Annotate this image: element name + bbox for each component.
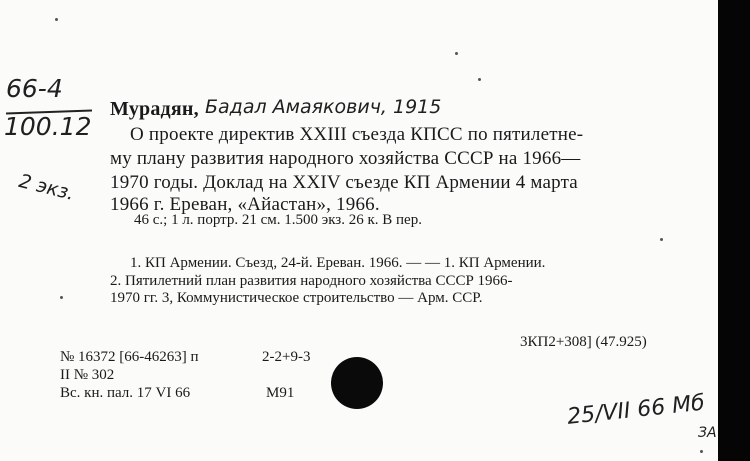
title-line-2: му плану развития народного хозяйства СССР на 1966— — [110, 148, 581, 169]
author-handwritten-names: Бадал Амаякович, 1915 — [205, 96, 442, 118]
title-line-4: 1966 г. Ереван, «Айастан», 1966. — [110, 194, 380, 215]
tracing-line-1: 1. КП Армении. Съезд, 24-й. Ереван. 1966. — — 1. КП Армении. — [130, 255, 546, 271]
title-line-1: О проекте директив XXIII съезда КПСС по пятилетне- — [130, 124, 584, 145]
call-number-top: 66-4 — [6, 74, 63, 103]
tracing-line-2: 2. Пятилетний план развития народного хозяйства СССР 1966- — [110, 273, 513, 289]
classification-number: 3КП2+308] (47.925) — [520, 334, 647, 350]
date-note: 25/VII 66 Мб — [566, 390, 706, 430]
scan-speck — [478, 78, 481, 81]
footer-m-code: М91 — [266, 385, 295, 401]
corner-note: ЗА — [698, 425, 717, 441]
author-name: Мурадян, — [110, 98, 199, 120]
scan-speck — [700, 450, 703, 453]
scan-speck — [55, 18, 58, 21]
record-code: 2-2+9-3 — [262, 349, 311, 365]
record-number: № 16372 [66-46263] п — [60, 349, 199, 365]
scan-speck — [660, 238, 663, 241]
footer-line-2: II № 302 — [60, 367, 115, 383]
scan-border — [718, 0, 750, 461]
scan-speck — [60, 296, 63, 299]
tracing-line-3: 1970 гг. 3, Коммунистическое строительство — Арм. ССР. — [110, 290, 483, 306]
title-line-3: 1970 годы. Доклад на XXIV съезде КП Армении 4 марта — [110, 172, 578, 193]
footer-line-3: Вс. кн. пал. 17 VI 66 — [60, 385, 191, 401]
collation-line: 46 с.; 1 л. портр. 21 см. 1.500 экз. 26 к. В пер. — [134, 212, 422, 228]
scan-speck — [455, 52, 458, 55]
call-number-bottom: 100.12 — [4, 112, 92, 141]
copies-note: 2 экз. — [16, 170, 77, 205]
punch-hole — [331, 357, 383, 409]
